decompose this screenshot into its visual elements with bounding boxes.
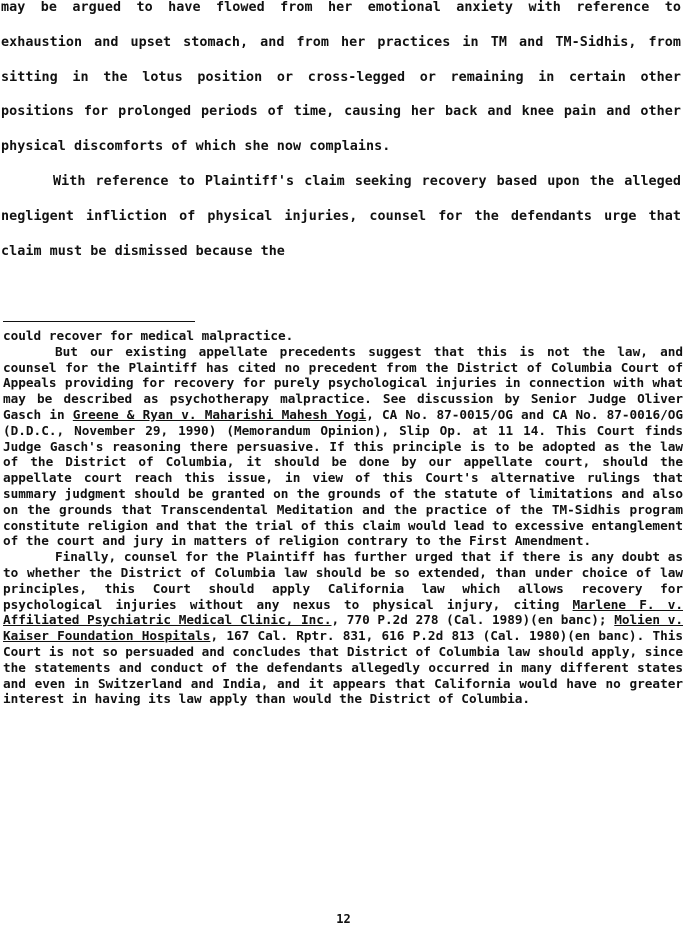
footnote-text-run: , 770 P.2d 278 (Cal. 1989)(en banc); [331,612,615,628]
case-citation-marlene: Marlene F. v. Affiliated Psychiatric Medical Clinic, Inc. [3,596,683,628]
case-citation-greene: Greene & Ryan v. Maharishi Mahesh Yogi [72,406,367,422]
case-citation-molien: Molien v. Kaiser Foundation Hospitals [3,612,683,644]
page-number: 12 [336,912,351,926]
footnote-text-run: , 167 Cal. Rptr. 831, 616 P.2d 813 (Cal. 1980)(en banc). This Court is not so persuaded and concludes that District of Columbia law should apply, since the statements and conduct of the defendants allegedly occurred in many different states and even in Switzerland and India, and it appears that California would have no greater interest in having its law apply than would the District of Columbia. [3,628,684,707]
footnote-paragraph-2 [3,344,683,549]
footnote-paragraph-3 [3,549,683,707]
footnote-paragraph-1: could recover for medical malpractice. [3,328,294,343]
main-paragraph-2: With reference to Plaintiff's claim seeking recovery based upon the alleged negligent infliction of physical injuries, counsel for the defendants urge that claim must be dismissed because the [1,173,681,259]
main-paragraph-1: may be argued to have flowed from her emotional anxiety with reference to exhaustion and upset stomach, and from her practices in TM and TM-Sidhis, from sitting in the lotus position or cross-legged or remaining in certain other positions for prolonged periods of time, causing her back and knee pain and other physical discomforts of which she now complains. [1,0,681,155]
footnote-text-run: Finally, counsel for the Plaintiff has further urged that if there is any doubt as to whether the District of Columbia law should be so extended, than under choice of law principles, this Court should apply California law which allows recovery for psychological injuries without any nexus to physical injury, citing [3,549,683,612]
footnote-text-run: , CA No. 87-0015/OG and CA No. 87-0016/OG (D.D.C., November 29, 1990) (Memorandum Opinion), Slip Op. at 11 14. This Court finds Judge Gasch's reasoning there persuasive. If this principle is to be adopted as the law of the District of Columbia, it should be done by our appellate court, should the appellate court reach this issue, in view of this Court's alternative rulings that summary judgment should be granted on the grounds of the statute of limitations and also on the grounds that Transcendental Meditation and the practice of the TM-Sidhis program constitute religion and that the trial of this claim would lead to excessive entanglement of the court and jury in matters of religion contrary to the First Amendment. [3,406,684,549]
footnote-text-run: But our existing appellate precedents suggest that this is not the law, and counsel for the Plaintiff has cited no precedent from the District of Columbia Court of Appeals providing for recovery for purely psychological injuries in connection with what may be described as psychotherapy malpractice. See discussion by Senior Judge Oliver Gasch in [3,343,683,422]
footnote-text [3,328,683,707]
main-text [1,0,681,269]
footnote-separator [3,321,195,322]
